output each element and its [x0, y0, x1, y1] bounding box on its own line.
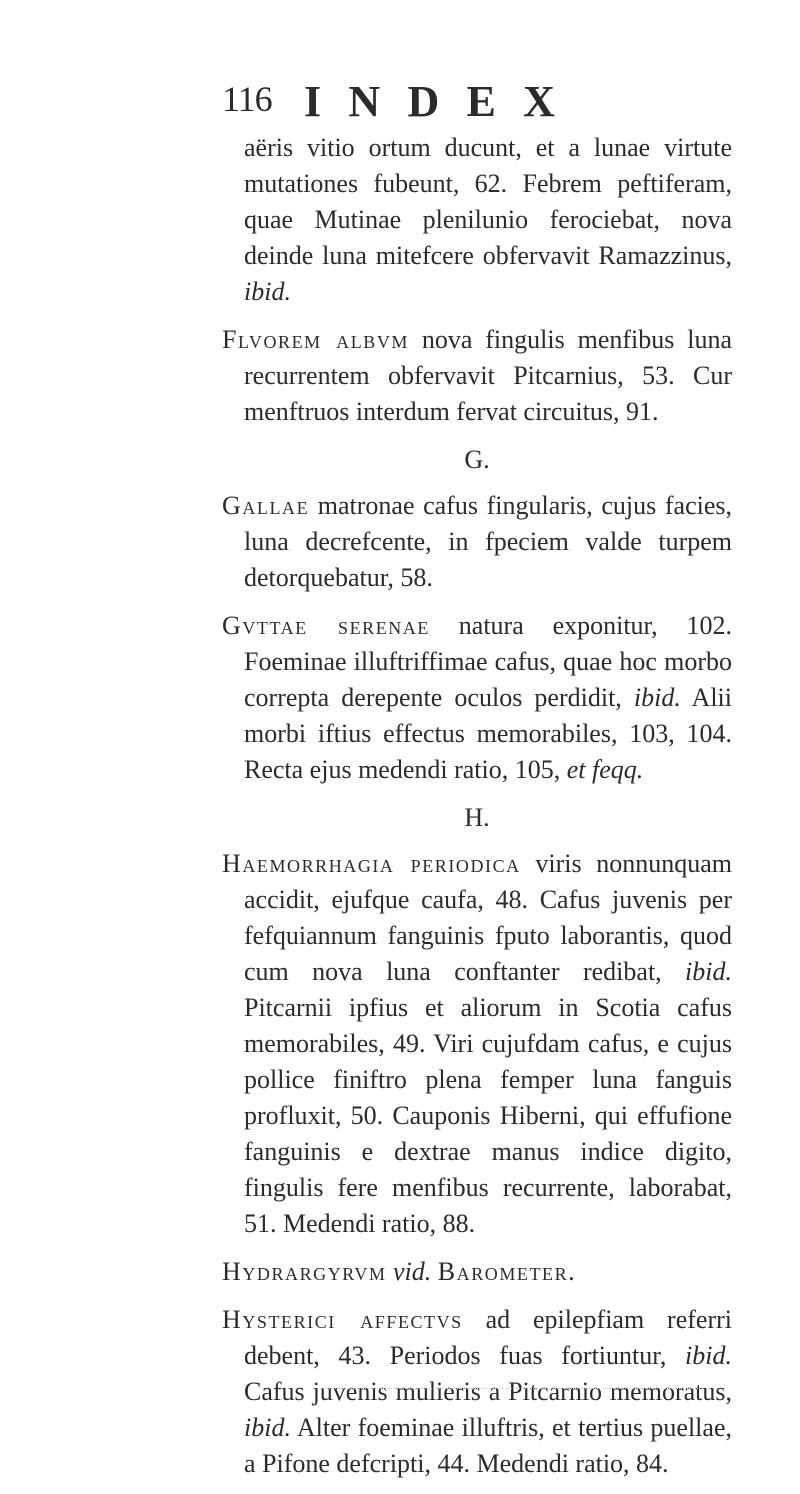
section-letter: H.: [464, 803, 490, 832]
page-number: 116: [222, 79, 272, 119]
entry-italic-text: et feqq.: [566, 755, 644, 784]
section-letter: G.: [464, 445, 490, 474]
entry-italic-text: ibid.: [685, 1341, 732, 1370]
entry-text: ad epilepfiam referri debent, 43. Periodos fuas fortiuntur,: [244, 1305, 732, 1370]
entry-headword: Hydrargyrvm: [222, 1257, 387, 1286]
index-body: [222, 130, 732, 1494]
entry-italic-text: vid.: [393, 1257, 432, 1286]
entry-text: Cafus juvenis mulieris a Pitcarnio memoratus,: [244, 1377, 732, 1406]
entry-headword: Gallae: [222, 491, 310, 520]
entry-text: Alter foeminae illuftris, et tertius puellae, a Pifone defcripti, 44. Medendi ratio, 84.: [244, 1413, 732, 1478]
entry-headword: Hysterici affectvs: [222, 1305, 463, 1334]
index-entry-continuation: [222, 130, 732, 310]
entry-text: viris nonnunquam accidit, ejufque caufa, 48. Cafus juvenis per fefquiannum fanguinis fputo laborantis, quod cum nova luna conftanter redibat,: [244, 849, 732, 986]
page-title: INDEX: [304, 77, 583, 126]
entry-italic-text: ibid.: [244, 1413, 291, 1442]
page-header: [222, 78, 702, 128]
page-speckle-divider: [320, 1388, 700, 1395]
entry-italic-text: ibid.: [685, 957, 732, 986]
index-entry: [222, 846, 732, 1242]
entry-text: matronae cafus fingularis, cujus facies, luna decrefcente, in fpeciem valde turpem detorquebatur, 58.: [244, 491, 732, 592]
entry-text: Alii morbi iftius effectus memorabiles, 103, 104. Recta ejus medendi ratio, 105,: [244, 683, 733, 784]
index-entry: [222, 488, 732, 596]
entry-smallcaps-text: Barometer.: [437, 1257, 577, 1286]
entry-headword: Haemorrhagia periodica: [222, 849, 521, 878]
index-entry: [222, 608, 732, 788]
index-entry: [222, 1254, 732, 1290]
entry-italic-text: ibid.: [244, 277, 291, 306]
entry-text: Pitcarnii ipfius et aliorum in Scotia cafus memorabiles, 49. Viri cujufdam cafus, e cujus pollice finiftro plena femper luna fanguis profluxit, 50. Cauponis Hiberni, qui effufione fanguinis e dextrae manus indice digito, fingulis fere menfibus recurrente, laborabat, 51. Medendi ratio, 88.: [244, 993, 732, 1238]
entry-text: nova fingulis menfibus luna recurrentem obfervavit Pitcarnius, 53. Cur menftruos interdum fervat circuitus, 91.: [244, 325, 732, 426]
entry-italic-text: ibid.: [633, 683, 681, 712]
entry-headword: Flvorem albvm: [222, 325, 409, 354]
entry-text: natura exponitur, 102. Foeminae illuftriffimae cafus, quae hoc morbo correpta derepente oculos perdidit,: [244, 611, 732, 712]
entry-headword: Gvttae serenae: [222, 611, 430, 640]
index-entry: [222, 322, 732, 430]
entry-text: aëris vitio ortum ducunt, et a lunae virtute mutationes fubeunt, 62. Febrem peftiferam, quae Mutinae plenilunio ferociebat, nova deinde luna mitefcere obfervavit Ramazzinus,: [244, 133, 732, 270]
